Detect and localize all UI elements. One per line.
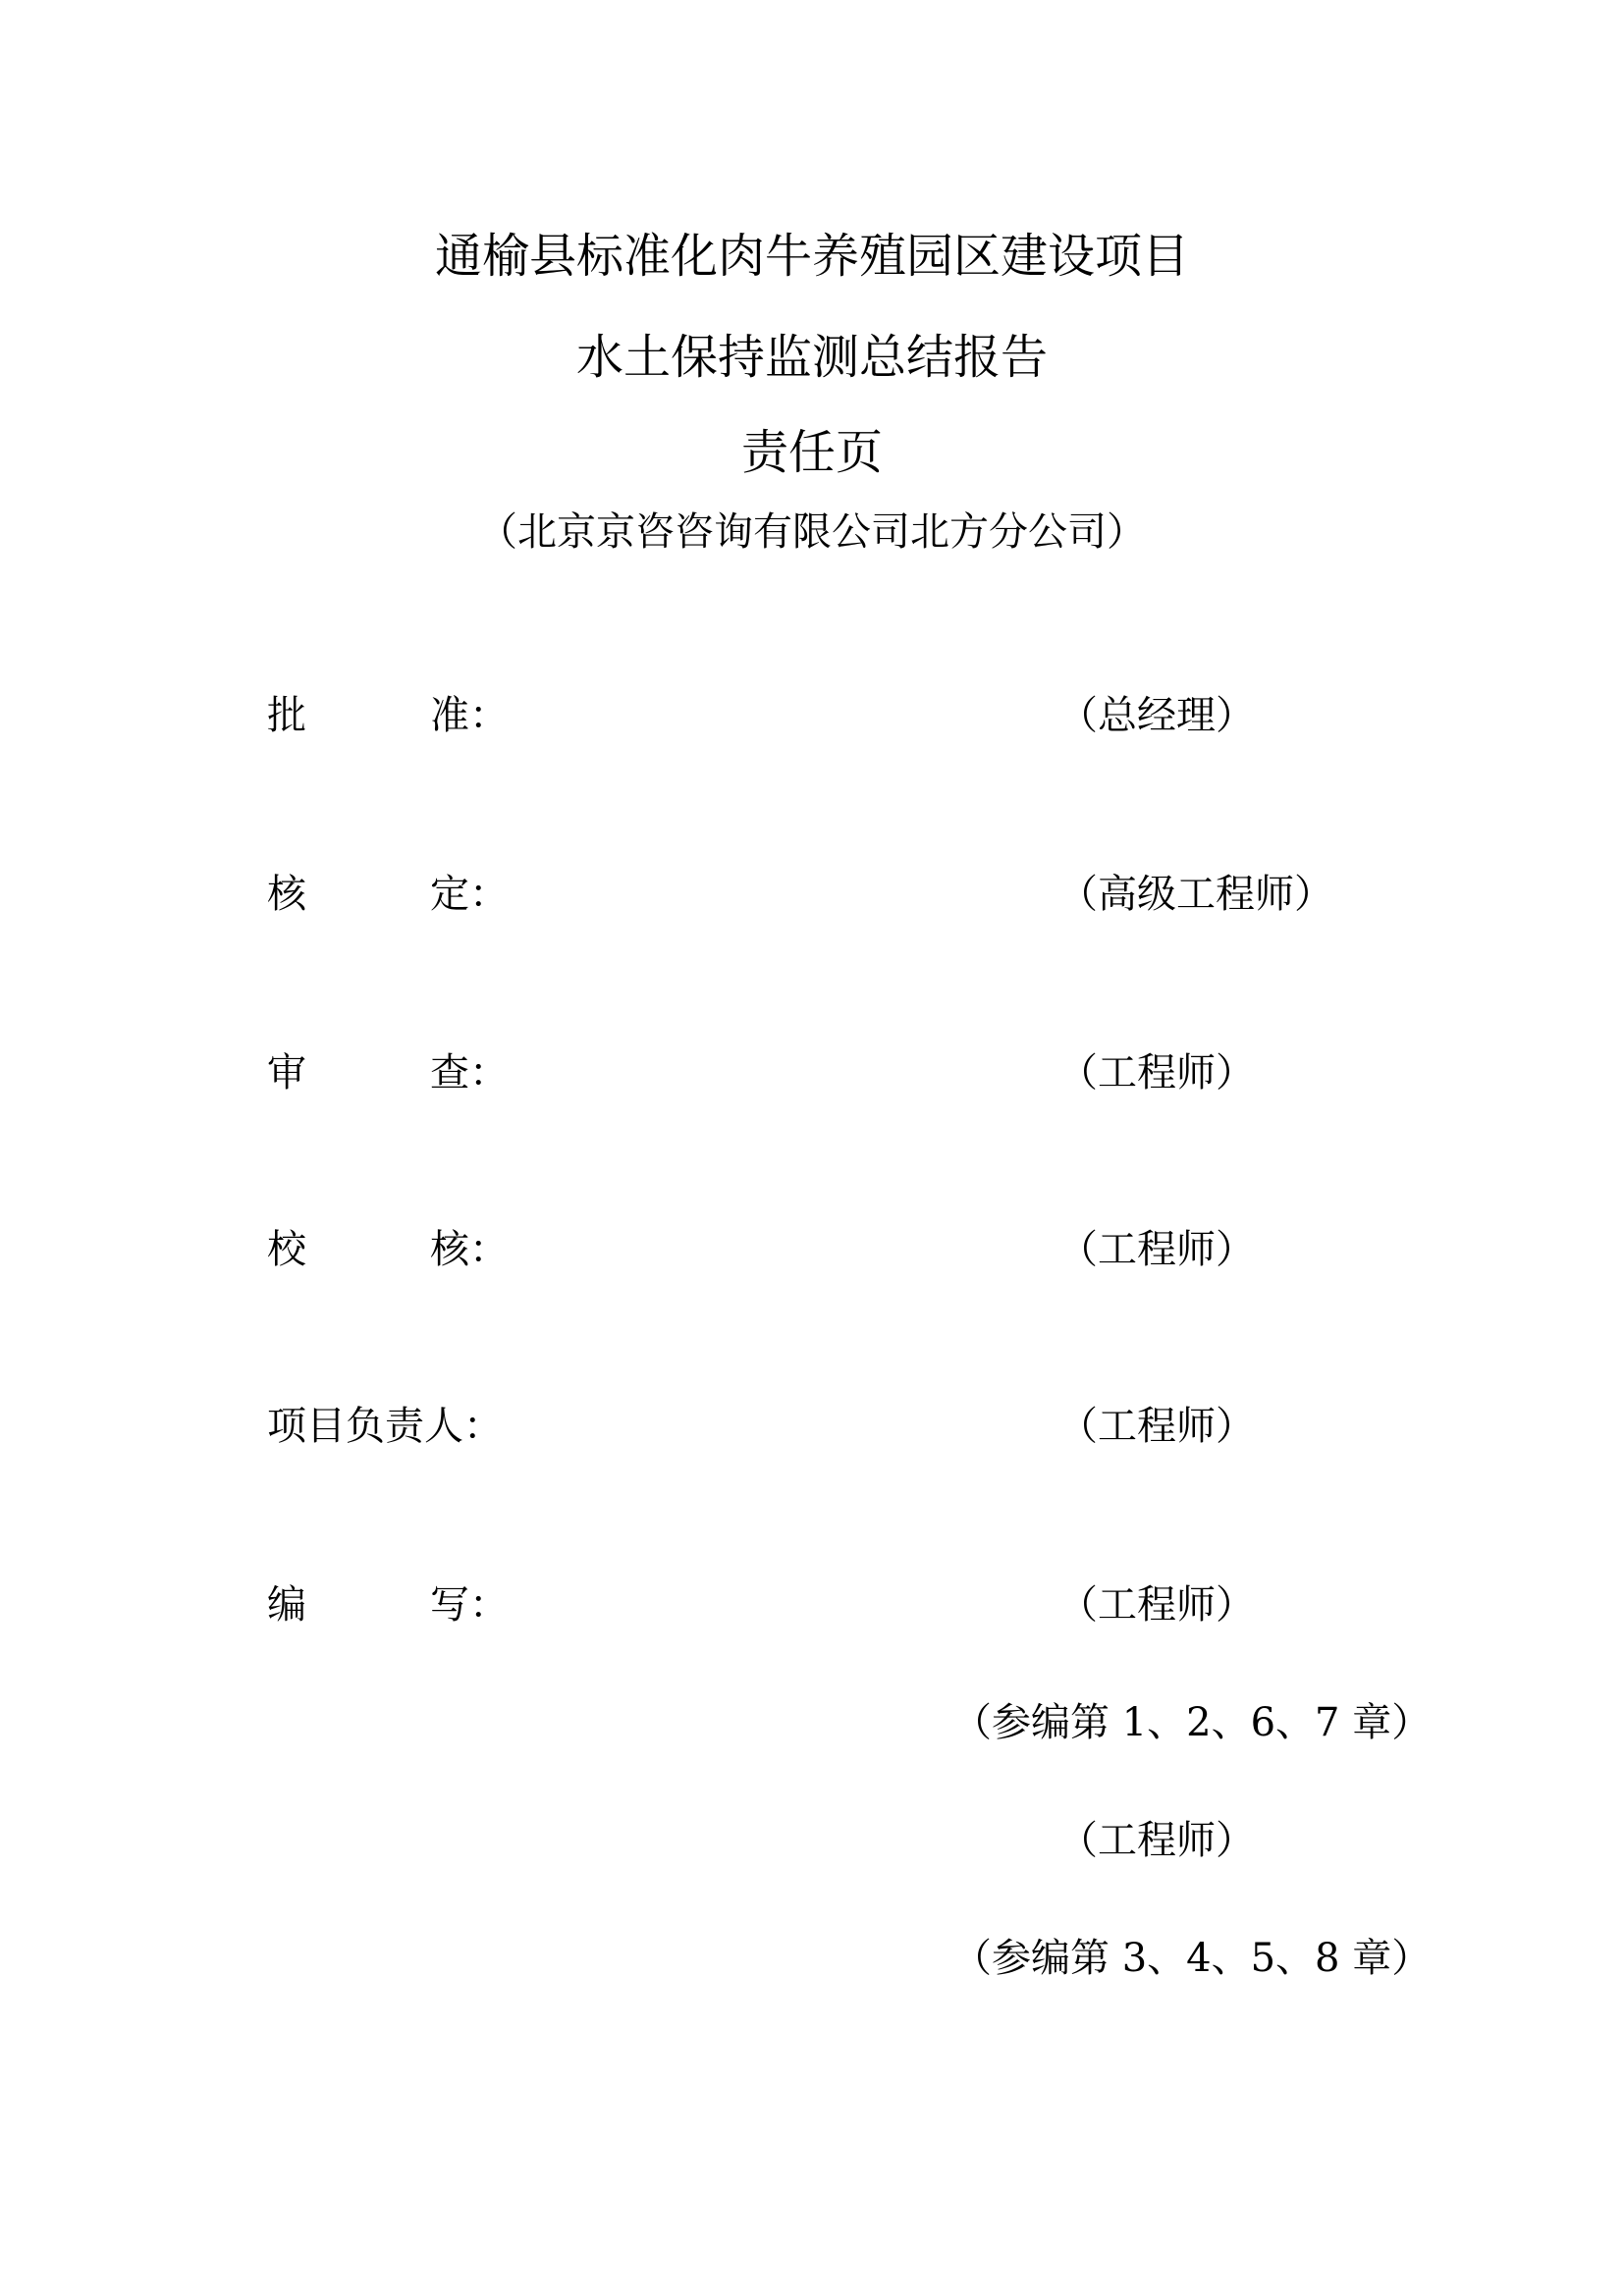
company-name: （北京京咨咨询有限公司北方分公司） <box>478 509 1146 555</box>
report-title: 水土保持监测总结报告 <box>575 330 1048 385</box>
author-label-char2: 写： <box>430 1582 509 1628</box>
project-lead-role: （工程师） <box>1058 1404 1255 1449</box>
author-label-char1: 编 <box>267 1582 306 1628</box>
project-lead-label: 项目负责人： <box>267 1404 503 1449</box>
proofread-label-char2: 核： <box>430 1227 509 1272</box>
author2-chapters: （参编第 3、4、5、8 章） <box>952 1936 1432 1981</box>
review-role: （工程师） <box>1058 1050 1255 1095</box>
approve-label-char2: 准： <box>430 693 509 738</box>
author-role: （工程师） <box>1058 1582 1255 1628</box>
author2-role: （工程师） <box>1058 1818 1255 1863</box>
author1-chapters: （参编第 1、2、6、7 章） <box>952 1700 1432 1745</box>
verify-role: （高级工程师） <box>1058 872 1333 917</box>
review-label-char1: 审 <box>267 1050 306 1095</box>
responsibility-page-title: 责任页 <box>740 425 883 480</box>
project-title: 通榆县标准化肉牛养殖园区建设项目 <box>434 229 1189 284</box>
verify-label-char2: 定： <box>430 872 509 917</box>
approve-label-char1: 批 <box>267 693 306 738</box>
proofread-label-char1: 校 <box>267 1227 306 1272</box>
proofread-role: （工程师） <box>1058 1227 1255 1272</box>
verify-label-char1: 核 <box>267 872 306 917</box>
approve-role: （总经理） <box>1058 693 1255 738</box>
review-label-char2: 查： <box>430 1050 509 1095</box>
